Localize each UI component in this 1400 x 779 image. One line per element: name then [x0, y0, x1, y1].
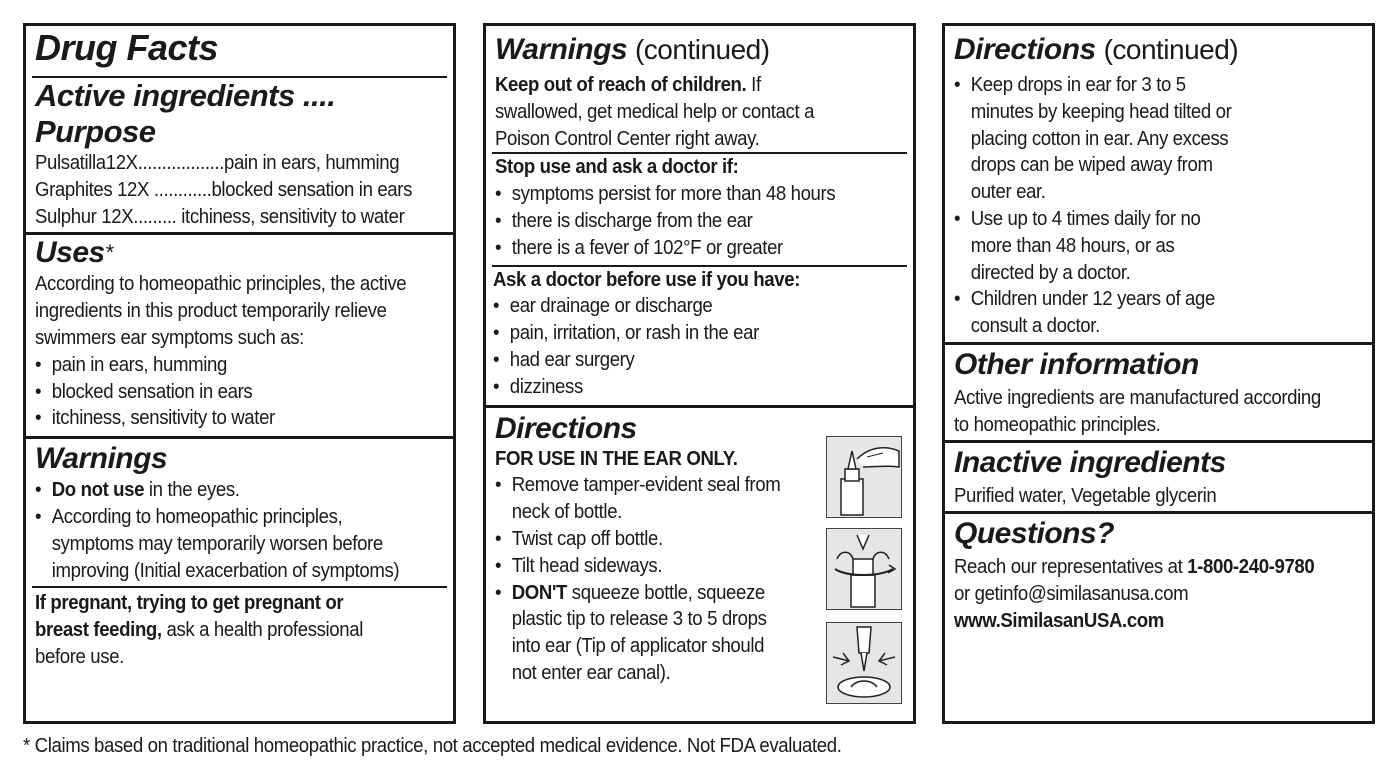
twist-cap-icon [826, 528, 902, 610]
pregnancy-warning: If pregnant, trying to get pregnant or [35, 592, 344, 615]
directions-item: • Twist cap off bottle. [495, 526, 876, 553]
other-info-heading: Other information [954, 348, 1199, 381]
other-info-text: Active ingredients are manufactured according [954, 387, 1321, 409]
directions-heading: Directions [495, 411, 637, 445]
warnings-list-item: • According to homeopathic principles, [35, 504, 416, 531]
ask-doctor-item: • pain, irritation, or rash in the ear [493, 320, 876, 347]
directions-text: into ear (Tip of applicator should [511, 635, 765, 658]
seal-removal-icon [826, 436, 902, 518]
directions-text: consult a doctor. [970, 315, 1100, 338]
directions-text: outer ear. [970, 181, 1046, 204]
directions-item: • Children under 12 years of age [954, 286, 1335, 313]
ask-doctor-item: • dizziness [493, 374, 876, 401]
squeeze-tip-icon [826, 622, 902, 704]
ask-doctor-heading: Ask a doctor before use if you have: [493, 268, 801, 291]
uses-list-item: • pain in ears, humming [35, 352, 416, 379]
ingredient-row: Graphites 12X ............blocked sensation in ears [35, 178, 413, 201]
questions-heading: Questions? [954, 517, 1115, 550]
directions-text: drops can be wiped away from [970, 154, 1213, 177]
ingredients-list [35, 150, 445, 230]
warnings-heading: Warnings [35, 442, 168, 476]
stop-use-item: • there is a fever of 102°F or greater [495, 235, 876, 262]
phone-link[interactable]: 1-800-240-9780 [1187, 556, 1315, 578]
keep-out-of-reach: swallowed, get medical help or contact a [495, 100, 815, 123]
warnings-continued-panel [483, 23, 916, 724]
ask-doctor-item: • ear drainage or discharge [493, 293, 876, 320]
keep-out-of-reach: Poison Control Center right away. [495, 127, 760, 150]
ingredient-row: Sulphur 12X......... itchiness, sensitivity to water [35, 205, 405, 228]
directions-item: • DON'T squeeze bottle, squeeze [495, 580, 876, 607]
directions-text: neck of bottle. [511, 501, 622, 524]
uses-list-item: • itchiness, sensitivity to water [35, 405, 416, 432]
email-link[interactable]: or getinfo@similasanusa.com [954, 582, 1189, 605]
stop-use-heading: Stop use and ask a doctor if: [495, 156, 739, 179]
questions-phone-line: Reach our representatives at 1-800-240-9780 [954, 556, 1315, 578]
uses-text: swimmers ear symptoms such as: [35, 326, 304, 349]
warnings-list-item: • Do not use in the eyes. [35, 477, 416, 504]
directions-item: • Use up to 4 times daily for no [954, 206, 1335, 233]
directions-item: • Tilt head sideways. [495, 553, 876, 580]
ask-doctor-item: • had ear surgery [493, 347, 876, 374]
directions-text: not enter ear canal). [511, 661, 671, 684]
website-link[interactable]: www.SimilasanUSA.com [954, 609, 1164, 632]
drug-facts-panel [23, 23, 456, 724]
claims-footnote: * Claims based on traditional homeopathic practice, not accepted medical evidence. Not FDA evaluated. [23, 735, 842, 757]
drug-facts-title: Drug Facts [35, 27, 219, 68]
directions-text: placing cotton in ear. Any excess [970, 127, 1229, 150]
pregnancy-warning: breast feeding, ask a health professional [35, 619, 363, 642]
warnings-text: improving (Initial exacerbation of symptoms) [51, 559, 400, 582]
uses-list-item: • blocked sensation in ears [35, 379, 416, 406]
keep-out-of-reach: Keep out of reach of children. If [495, 74, 761, 96]
ingredient-row: Pulsatilla12X..................pain in ears, humming [35, 152, 400, 174]
directions-text: more than 48 hours, or as [970, 234, 1175, 257]
inactive-ingredients-heading: Inactive ingredients [954, 446, 1226, 479]
directions-text: plastic tip to release 3 to 5 drops [511, 608, 767, 631]
directions-continued-heading: Directions (continued) [954, 33, 1239, 66]
divider [486, 405, 913, 408]
inactive-ingredients-text: Purified water, Vegetable glycerin [954, 485, 1217, 507]
divider [26, 436, 453, 439]
uses-text: ingredients in this product temporarily relieve [35, 300, 387, 323]
uses-heading: Uses* [35, 236, 113, 270]
warnings-text: symptoms may temporarily worsen before [51, 532, 383, 555]
directions-text: minutes by keeping head tilted or [970, 100, 1232, 123]
stop-use-item: • there is discharge from the ear [495, 208, 876, 235]
directions-item: • Remove tamper-evident seal from [495, 472, 876, 499]
warnings-continued-heading: Warnings (continued) [495, 33, 770, 66]
directions-item: • Keep drops in ear for 3 to 5 [954, 72, 1335, 99]
uses-text: According to homeopathic principles, the active [35, 273, 407, 296]
directions-continued-panel [942, 23, 1375, 724]
directions-text: directed by a doctor. [970, 261, 1131, 284]
pregnancy-warning: before use. [35, 645, 124, 668]
active-ingredients-heading: Active ingredients .... Purpose [35, 78, 336, 149]
stop-use-item: • symptoms persist for more than 48 hours [495, 181, 876, 208]
other-info-text: to homeopathic principles. [954, 413, 1161, 436]
ear-only-notice: FOR USE IN THE EAR ONLY. [495, 447, 738, 470]
